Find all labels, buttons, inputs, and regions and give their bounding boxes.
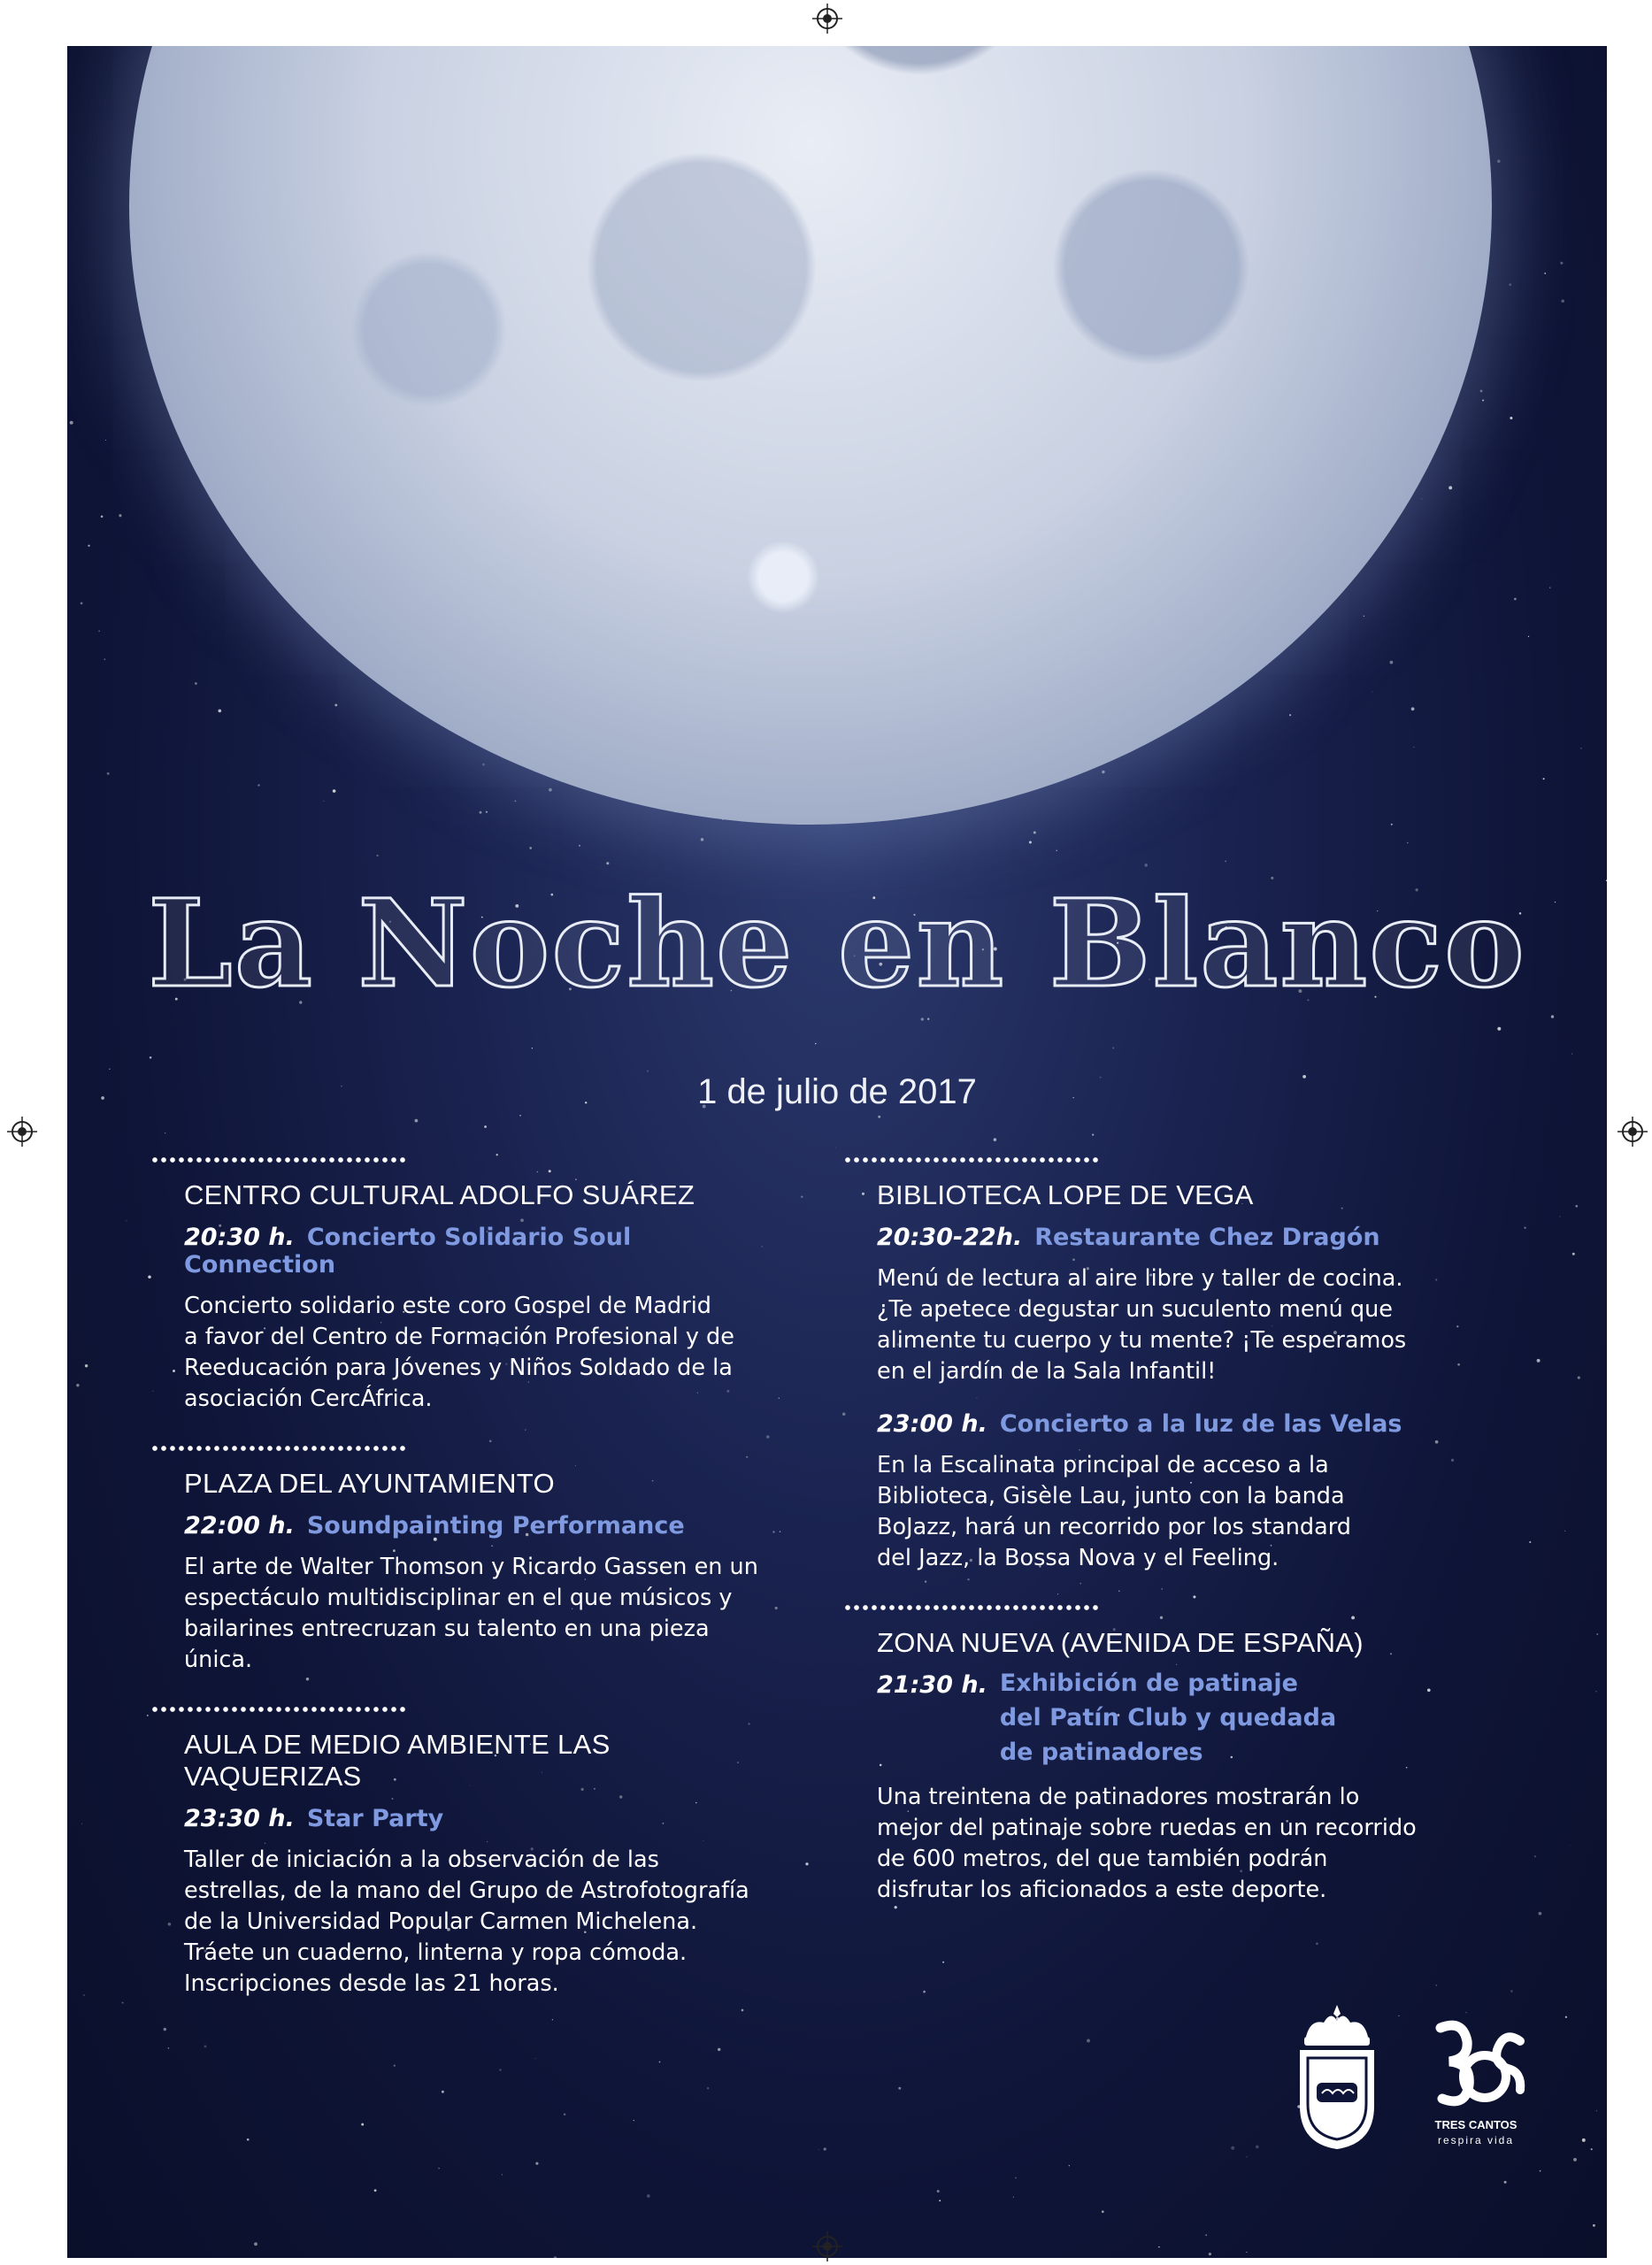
event-heading [877, 1671, 1475, 1770]
star [1560, 1216, 1561, 1217]
star [394, 2065, 396, 2067]
star [535, 2162, 538, 2165]
star [109, 1069, 110, 1070]
star [707, 2087, 709, 2089]
event-title-line: Exhibición de patinaje [999, 1670, 1298, 1697]
star [659, 2062, 661, 2063]
star [1580, 748, 1582, 749]
venue-section [145, 1445, 782, 1676]
star [534, 2058, 535, 2059]
poster-title: La Noche en Blanco [148, 873, 1526, 1015]
star [1102, 2210, 1104, 2213]
star [1596, 2110, 1597, 2111]
event-time: 23:30 h. [184, 1805, 295, 1832]
star [83, 1994, 85, 1996]
event-date: 1 de julio de 2017 [697, 1072, 977, 1111]
star [1013, 2197, 1014, 2198]
registration-mark-icon [1617, 1117, 1648, 1147]
star [878, 1116, 880, 1118]
star [1564, 1531, 1565, 1532]
municipality-name: TRES CANTOS [1434, 2118, 1518, 2131]
star [1549, 587, 1550, 588]
star [1413, 747, 1414, 748]
description-line: Inscripciones desde las 21 horas. [184, 1970, 559, 1997]
star [1421, 498, 1422, 499]
event-time: 20:30-22h. [877, 1224, 1023, 1251]
star [1514, 598, 1517, 601]
star [1539, 1912, 1542, 1916]
event-heading [184, 1805, 782, 1832]
registration-mark-icon [7, 1117, 37, 1147]
star [1480, 389, 1483, 392]
description-line: asociación CercÁfrica. [184, 1386, 433, 1412]
event-title: Concierto Solidario Soul Connection [184, 1224, 632, 1278]
description-line: BoJazz, hará un recorrido por los standard [877, 1514, 1351, 1540]
star [85, 1364, 88, 1367]
star [1225, 861, 1226, 863]
event-description [877, 1450, 1475, 1574]
star [126, 1220, 127, 1221]
star [257, 784, 259, 786]
star [1205, 2234, 1207, 2236]
venue-section [838, 1156, 1475, 1574]
star [1144, 864, 1147, 866]
star [1256, 2146, 1259, 2149]
star [898, 2087, 901, 2090]
star [549, 788, 552, 792]
star [1565, 2016, 1567, 2018]
description-line: El arte de Walter Thomson y Ricardo Gassen en un [184, 1554, 758, 1580]
venue-name: BIBLIOTECA LOPE DE VEGA [877, 1179, 1254, 1210]
star [1551, 1015, 1554, 1017]
star [1575, 1205, 1578, 1208]
star [1596, 1633, 1598, 1635]
description-line: estrellas, de la mano del Grupo de Astrofotografía [184, 1877, 749, 1904]
star [442, 2091, 444, 2093]
event-description [184, 1552, 782, 1676]
star [1092, 1134, 1094, 1136]
event-description [184, 1291, 782, 1415]
star [334, 703, 337, 706]
event-heading [184, 1224, 782, 1278]
star [1529, 1541, 1531, 1543]
star [480, 811, 482, 814]
star [247, 2138, 250, 2141]
star [1231, 2146, 1234, 2150]
venue-name: CENTRO CULTURAL ADOLFO SUÁREZ [184, 1179, 695, 1210]
description-line: Concierto solidario este coro Gospel de Madrid [184, 1293, 711, 1319]
star [1510, 1990, 1513, 1992]
star [204, 2046, 207, 2048]
star [107, 772, 110, 775]
venue-section [145, 1156, 782, 1415]
star [496, 1154, 498, 1156]
description-line: Biblioteca, Gisèle Lau, junto con la banda [877, 1483, 1345, 1509]
star [579, 845, 580, 847]
event-title: Restaurante Chez Dragón [1034, 1224, 1380, 1251]
star [937, 2190, 940, 2192]
star [150, 1056, 152, 1059]
venue-name: AULA DE MEDIO AMBIENTE LAS VAQUERIZAS [184, 1729, 611, 1792]
star [165, 1132, 166, 1134]
star [415, 1119, 419, 1123]
description-line: en el jardín de la Sala Infantil! [877, 1358, 1217, 1385]
venue-name: ZONA NUEVA (AVENIDA DE ESPAÑA) [877, 1627, 1364, 1658]
star [119, 514, 121, 517]
description-line: Reeducación para Jóvenes y Niños Soldado de la [184, 1355, 733, 1381]
star [1246, 2252, 1247, 2253]
star [168, 2047, 170, 2049]
municipal-crest-icon [1288, 2001, 1386, 2152]
star [98, 631, 99, 632]
star [529, 847, 532, 849]
dotted-divider [150, 1706, 407, 1713]
star [1407, 842, 1409, 844]
star [921, 1017, 924, 1020]
description-line: Tráete un cuaderno, linterna y ropa cómoda. [184, 1939, 688, 1966]
star [815, 1043, 816, 1044]
right-column [838, 1156, 1475, 1936]
star [105, 440, 106, 441]
star [606, 862, 609, 864]
star [333, 789, 336, 793]
star [1497, 1027, 1501, 1031]
tres-cantos-logo-icon [1423, 2010, 1529, 2116]
star [1573, 2158, 1577, 2161]
star [1572, 1253, 1575, 1255]
star [361, 2123, 364, 2126]
star [1087, 2039, 1090, 2043]
star [1570, 1845, 1571, 1846]
star [499, 2069, 501, 2070]
star [88, 545, 89, 547]
star [1448, 486, 1452, 489]
star [1056, 849, 1057, 851]
star [939, 2200, 941, 2201]
star [519, 1115, 521, 1117]
star [1112, 1047, 1114, 1048]
star [70, 421, 73, 425]
star [1158, 2246, 1160, 2248]
star [1102, 771, 1104, 773]
star [801, 1196, 803, 1198]
description-line: bailarines entrecruzan su talento en una pieza única. [184, 1616, 710, 1673]
star [824, 2147, 826, 2150]
venue-section [145, 1706, 782, 2000]
description-line: del Jazz, la Bossa Nova y el Feeling. [877, 1545, 1279, 1571]
star [818, 2149, 819, 2150]
star [484, 1125, 487, 1128]
poster [67, 46, 1607, 2258]
registration-mark-icon [812, 2231, 842, 2261]
star [1595, 1691, 1596, 1692]
star [1411, 707, 1415, 710]
star [502, 2174, 503, 2175]
star [554, 2256, 557, 2258]
event-title: Soundpainting Performance [306, 1512, 685, 1539]
star [218, 710, 221, 713]
event-title-line: del Patín Club y quedada [999, 1704, 1337, 1731]
star [1544, 273, 1546, 274]
star [1482, 400, 1484, 402]
star [1534, 1855, 1536, 1857]
star [994, 1138, 996, 1140]
star [647, 2194, 650, 2198]
star [1069, 2165, 1070, 2166]
dotted-divider [150, 1156, 407, 1163]
event-title: Star Party [306, 1805, 444, 1832]
venue-name: PLAZA DEL AYUNTAMIENTO [184, 1468, 555, 1499]
star [1033, 832, 1036, 834]
description-line: Una treintena de patinadores mostrarán lo [877, 1784, 1360, 1810]
star [927, 1017, 929, 1019]
star [515, 801, 517, 802]
star [122, 2002, 124, 2004]
event-title-line: de patinadores [999, 1739, 1203, 1766]
star [805, 1862, 808, 1865]
dotted-divider [150, 1445, 407, 1452]
star [1029, 841, 1032, 844]
description-line: alimente tu cuerpo y tu mente? ¡Te esperamos [877, 1327, 1407, 1354]
star [1390, 661, 1394, 664]
star [718, 2048, 720, 2051]
star [376, 855, 378, 856]
star [104, 658, 105, 660]
star [1537, 1359, 1541, 1363]
star [1289, 714, 1291, 716]
description-line: disfrutar los aficionados a este deporte. [877, 1877, 1327, 1903]
star [1510, 417, 1512, 419]
star [701, 838, 704, 841]
logos [1288, 2001, 1554, 2161]
star [195, 682, 197, 685]
star [942, 1962, 944, 1963]
star [1591, 2148, 1593, 2150]
star [1391, 824, 1393, 825]
star [1246, 2156, 1247, 2157]
star [1578, 1377, 1580, 1379]
star [76, 1384, 79, 1386]
event-time: 22:00 h. [184, 1512, 295, 1539]
event-heading [877, 1224, 1475, 1251]
star [1524, 1227, 1525, 1229]
star [1316, 1943, 1318, 1946]
description-line: Taller de iniciación a la observación de las [184, 1847, 659, 1873]
star [482, 764, 485, 766]
event-title: Concierto a la luz de las Velas [999, 1410, 1402, 1438]
left-column [145, 1156, 782, 2030]
star [1209, 2253, 1211, 2255]
event-time: 20:30 h. [184, 1224, 295, 1251]
municipality-slogan: respira vida [1437, 2134, 1515, 2146]
event-description [877, 1263, 1475, 1387]
star [1509, 283, 1511, 286]
star [486, 811, 488, 813]
description-line: espectáculo multidisciplinar en el que músicos y [184, 1585, 733, 1611]
description-line: ¿Te apetece degustar un suculento menú que [877, 1296, 1393, 1323]
star [1560, 262, 1563, 265]
star [1015, 2177, 1017, 2179]
star [374, 2189, 377, 2192]
star [1561, 300, 1564, 303]
star [101, 516, 104, 518]
star [1571, 1054, 1572, 1055]
description-line: de la Universidad Popular Carmen Michelena. [184, 1908, 698, 1935]
star [1540, 2170, 1541, 2172]
description-line: Menú de lectura al aire libre y taller de cocina. [877, 1265, 1403, 1292]
description-line: mejor del patinaje sobre ruedas en un recorrido [877, 1815, 1417, 1841]
star [564, 2113, 566, 2115]
event-heading [877, 1410, 1475, 1438]
event-time: 23:00 h. [877, 1410, 987, 1438]
star [1543, 778, 1545, 779]
dotted-divider [843, 1604, 1100, 1611]
star [1582, 2138, 1586, 2142]
star [438, 2168, 439, 2169]
star [1504, 2181, 1507, 2184]
event-description [877, 1782, 1475, 1906]
dotted-divider [843, 1156, 1100, 1163]
event-description [184, 1845, 782, 2000]
star [81, 603, 83, 605]
event-heading [184, 1512, 782, 1539]
description-line: En la Escalinata principal de acceso a la [877, 1452, 1329, 1478]
star [1497, 160, 1500, 163]
star [1593, 2224, 1595, 2227]
star [923, 1991, 926, 1993]
star [1528, 636, 1529, 637]
star [323, 801, 324, 802]
registration-mark-icon [812, 4, 842, 34]
event-title [1000, 1666, 1336, 1770]
star [254, 2242, 257, 2246]
description-line: a favor del Centro de Formación Profesional y de [184, 1324, 734, 1350]
venue-section [838, 1604, 1475, 1906]
event-time: 21:30 h. [877, 1671, 987, 1699]
description-line: de 600 metros, del que también podrán [877, 1846, 1328, 1872]
